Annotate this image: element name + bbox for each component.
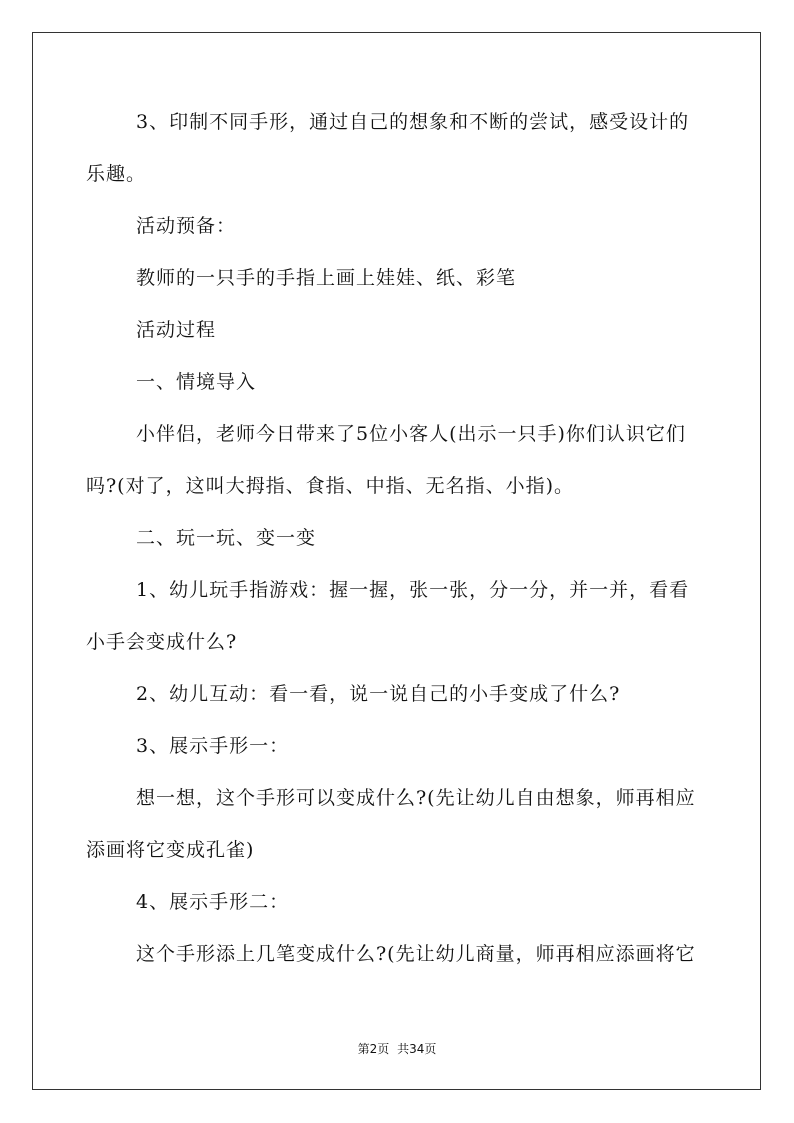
paragraph-7: 二、玩一玩、变一变 [136, 527, 317, 549]
paragraph-12: 4、展示手形二： [136, 891, 290, 913]
page-footer [0, 1040, 794, 1057]
paragraph-6: 小伴侣，老师今日带来了5位小客人(出示一只手)你们认识它们吗?(对了，这叫大拇指、食指、中指、无名指、小指)。 [86, 423, 686, 497]
paragraph-1: 3、印制不同手形，通过自己的想象和不断的尝试，感受设计的乐趣。 [86, 111, 690, 185]
paragraph-9: 2、幼儿互动：看一看，说一说自己的小手变成了什么? [136, 683, 621, 705]
paragraph-3: 教师的一只手的手指上画上娃娃、纸、彩笔 [136, 267, 517, 289]
paragraph-13: 这个手形添上几笔变成什么?(先让幼儿商量，师再相应添画将它 [136, 943, 696, 965]
paragraph-8: 1、幼儿玩手指游戏：握一握，张一张，分一分，并一并，看看小手会变成什么? [86, 579, 690, 653]
paragraph-4: 活动过程 [136, 319, 217, 341]
page-number: 第2页 [357, 1042, 390, 1056]
paragraph-5: 一、情境导入 [136, 371, 257, 393]
paragraph-11: 想一想，这个手形可以变成什么?(先让幼儿自由想象，师再相应添画将它变成孔雀) [86, 787, 696, 861]
total-pages: 共34页 [397, 1042, 437, 1056]
paragraph-2: 活动预备： [136, 215, 237, 237]
paragraph-10: 3、展示手形一： [136, 735, 290, 757]
